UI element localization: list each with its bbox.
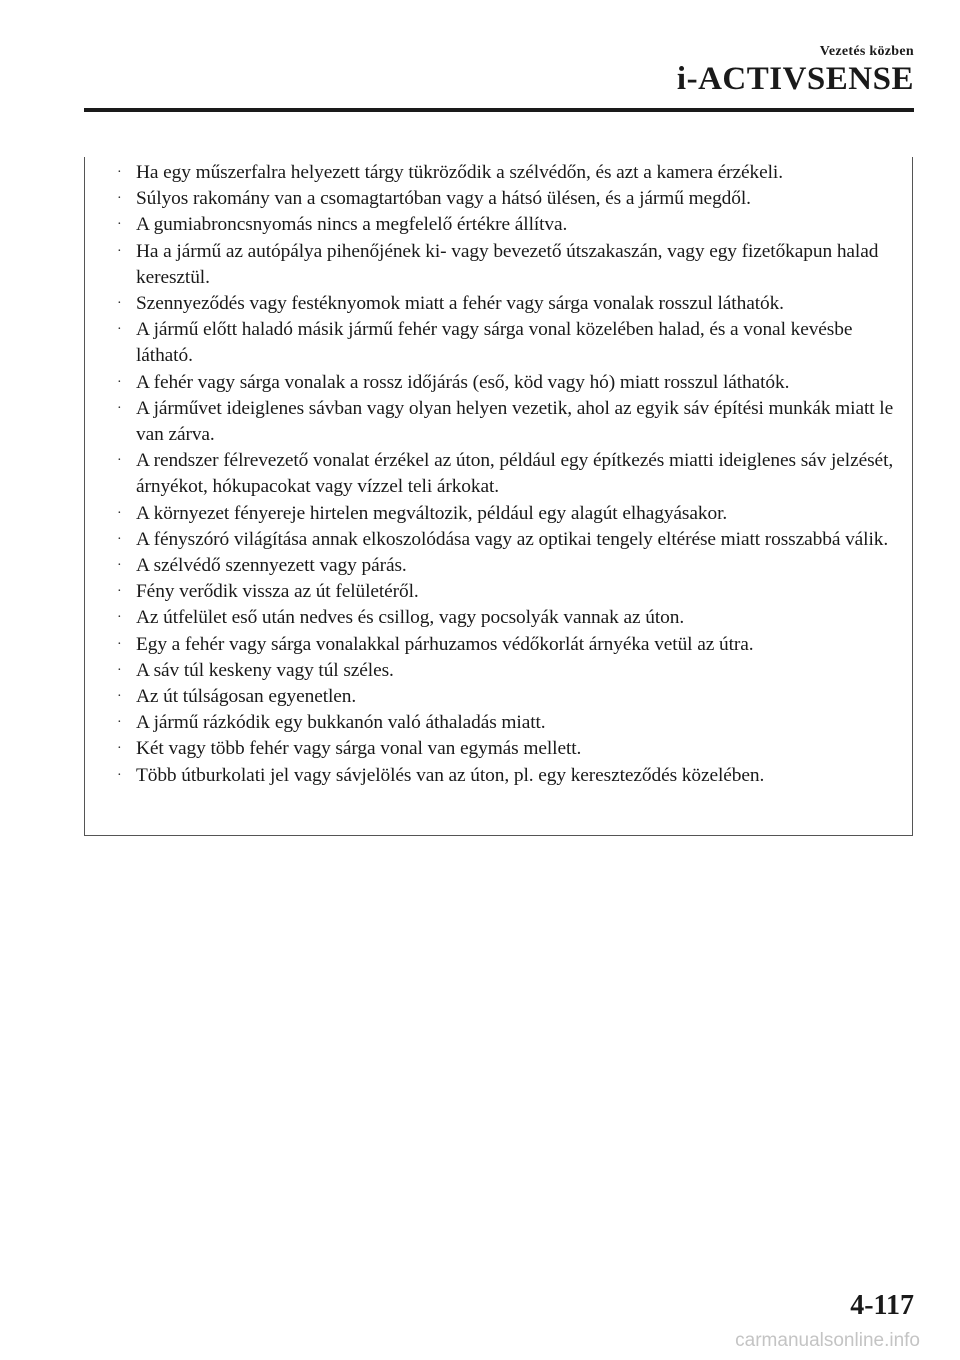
list-item-text: A fényszóró világítása annak elkoszolódása vagy az optikai tengely eltérése miatt rosszabbá válik.: [136, 528, 889, 550]
list-item: [111, 527, 900, 553]
list-item-text: Több útburkolati jel vagy sávjelölés van az úton, pl. egy kereszteződés közelében.: [136, 764, 765, 786]
list-item-text: Az út túlságosan egyenetlen.: [136, 686, 357, 708]
watermark: carmanualsonline.info: [735, 1330, 920, 1351]
list-item: [111, 658, 900, 684]
bullet-dot-icon: ·: [117, 217, 122, 233]
header-rule: [84, 108, 914, 112]
chapter-title: i-ACTIVSENSE: [676, 61, 914, 97]
bullet-dot-icon: ·: [117, 662, 122, 678]
bullet-dot-icon: ·: [117, 165, 122, 180]
list-item-text: A fehér vagy sárga vonalak a rossz időjárás (eső, köd vagy hó) miatt rosszul láthatók.: [136, 371, 790, 393]
list-item-text: A jármű rázkódik egy bukkanón való áthaladás miatt.: [136, 712, 546, 734]
page-number: 4-117: [850, 1290, 914, 1321]
bullet-dot-icon: ·: [117, 191, 122, 207]
list-item: [111, 736, 900, 762]
bullet-dot-icon: ·: [117, 505, 122, 521]
list-item: [111, 579, 900, 605]
list-item-text: Két vagy több fehér vagy sárga vonal van egymás mellett.: [136, 738, 582, 760]
bullet-dot-icon: ·: [117, 531, 122, 547]
list-item: [111, 684, 900, 710]
list-item: [111, 160, 900, 186]
list-item: [111, 763, 900, 789]
list-item-text: A szélvédő szennyezett vagy párás.: [136, 555, 407, 577]
list-item-text: Súlyos rakomány van a csomagtartóban vagy a hátsó ülésen, és a jármű megdől.: [136, 188, 751, 210]
bullet-dot-icon: ·: [117, 636, 122, 652]
bullet-dot-icon: ·: [117, 741, 122, 757]
bullet-dot-icon: ·: [117, 610, 122, 626]
list-item-text: A rendszer félrevezető vonalat érzékel az úton, például egy építkezés miatti ideiglenes sáv jelzését, árnyékot, hókupacokat vagy vízzel teli árkokat.: [136, 450, 894, 498]
list-item-text: Ha a jármű az autópálya pihenőjének ki- vagy bevezető útszakaszán, vagy egy fizetőkapun halad keresztül.: [136, 240, 879, 288]
list-item-text: Az útfelület eső után nedves és csillog, vagy pocsolyák vannak az úton.: [136, 607, 685, 629]
list-item-text: Ha egy műszerfalra helyezett tárgy tükröződik a szélvédőn, és azt a kamera érzékeli.: [136, 162, 783, 183]
bullet-dot-icon: ·: [117, 558, 122, 574]
list-item: [111, 448, 900, 500]
list-item-text: A gumiabroncsnyomás nincs a megfelelő értékre állítva.: [136, 214, 568, 236]
list-item: [111, 553, 900, 579]
list-item-text: A környezet fényereje hirtelen megváltozik, például egy alagút elhagyásakor.: [136, 502, 728, 524]
bullet-dot-icon: ·: [117, 296, 122, 312]
list-item: [111, 710, 900, 736]
bullet-dot-icon: ·: [117, 584, 122, 600]
list-item: [111, 186, 900, 212]
condition-list: [111, 157, 900, 789]
list-item: [111, 632, 900, 658]
bullet-dot-icon: ·: [117, 243, 122, 259]
bullet-dot-icon: ·: [117, 322, 122, 338]
list-item-text: Egy a fehér vagy sárga vonalakkal párhuzamos védőkorlát árnyéka vetül az útra.: [136, 633, 754, 655]
list-item: [111, 501, 900, 527]
bullet-dot-icon: ·: [117, 689, 122, 705]
list-item-text: A járművet ideiglenes sávban vagy olyan helyen vezetik, ahol az egyik sáv építési munkák miatt le van zárva.: [136, 397, 894, 446]
bullet-dot-icon: ·: [117, 453, 122, 469]
list-item: [111, 239, 900, 291]
list-item: [111, 370, 900, 396]
list-item: [111, 291, 900, 317]
list-item: [111, 317, 900, 369]
section-label: Vezetés közben: [819, 44, 914, 59]
bullet-dot-icon: ·: [117, 400, 122, 416]
list-item-text: Szennyeződés vagy festéknyomok miatt a fehér vagy sárga vonalak rosszul láthatók.: [136, 293, 784, 315]
bullet-dot-icon: ·: [117, 767, 122, 783]
bullet-dot-icon: ·: [117, 374, 122, 390]
list-item-text: Fény verődik vissza az út felületéről.: [136, 581, 419, 603]
content-box: [84, 157, 913, 836]
list-item: [111, 605, 900, 631]
list-item: [111, 396, 900, 448]
list-item: [111, 212, 900, 238]
list-item-text: A sáv túl keskeny vagy túl széles.: [136, 659, 394, 681]
list-item-text: A jármű előtt haladó másik jármű fehér vagy sárga vonal közelében halad, és a vonal kevésbe látható.: [136, 319, 853, 367]
bullet-dot-icon: ·: [117, 715, 122, 731]
